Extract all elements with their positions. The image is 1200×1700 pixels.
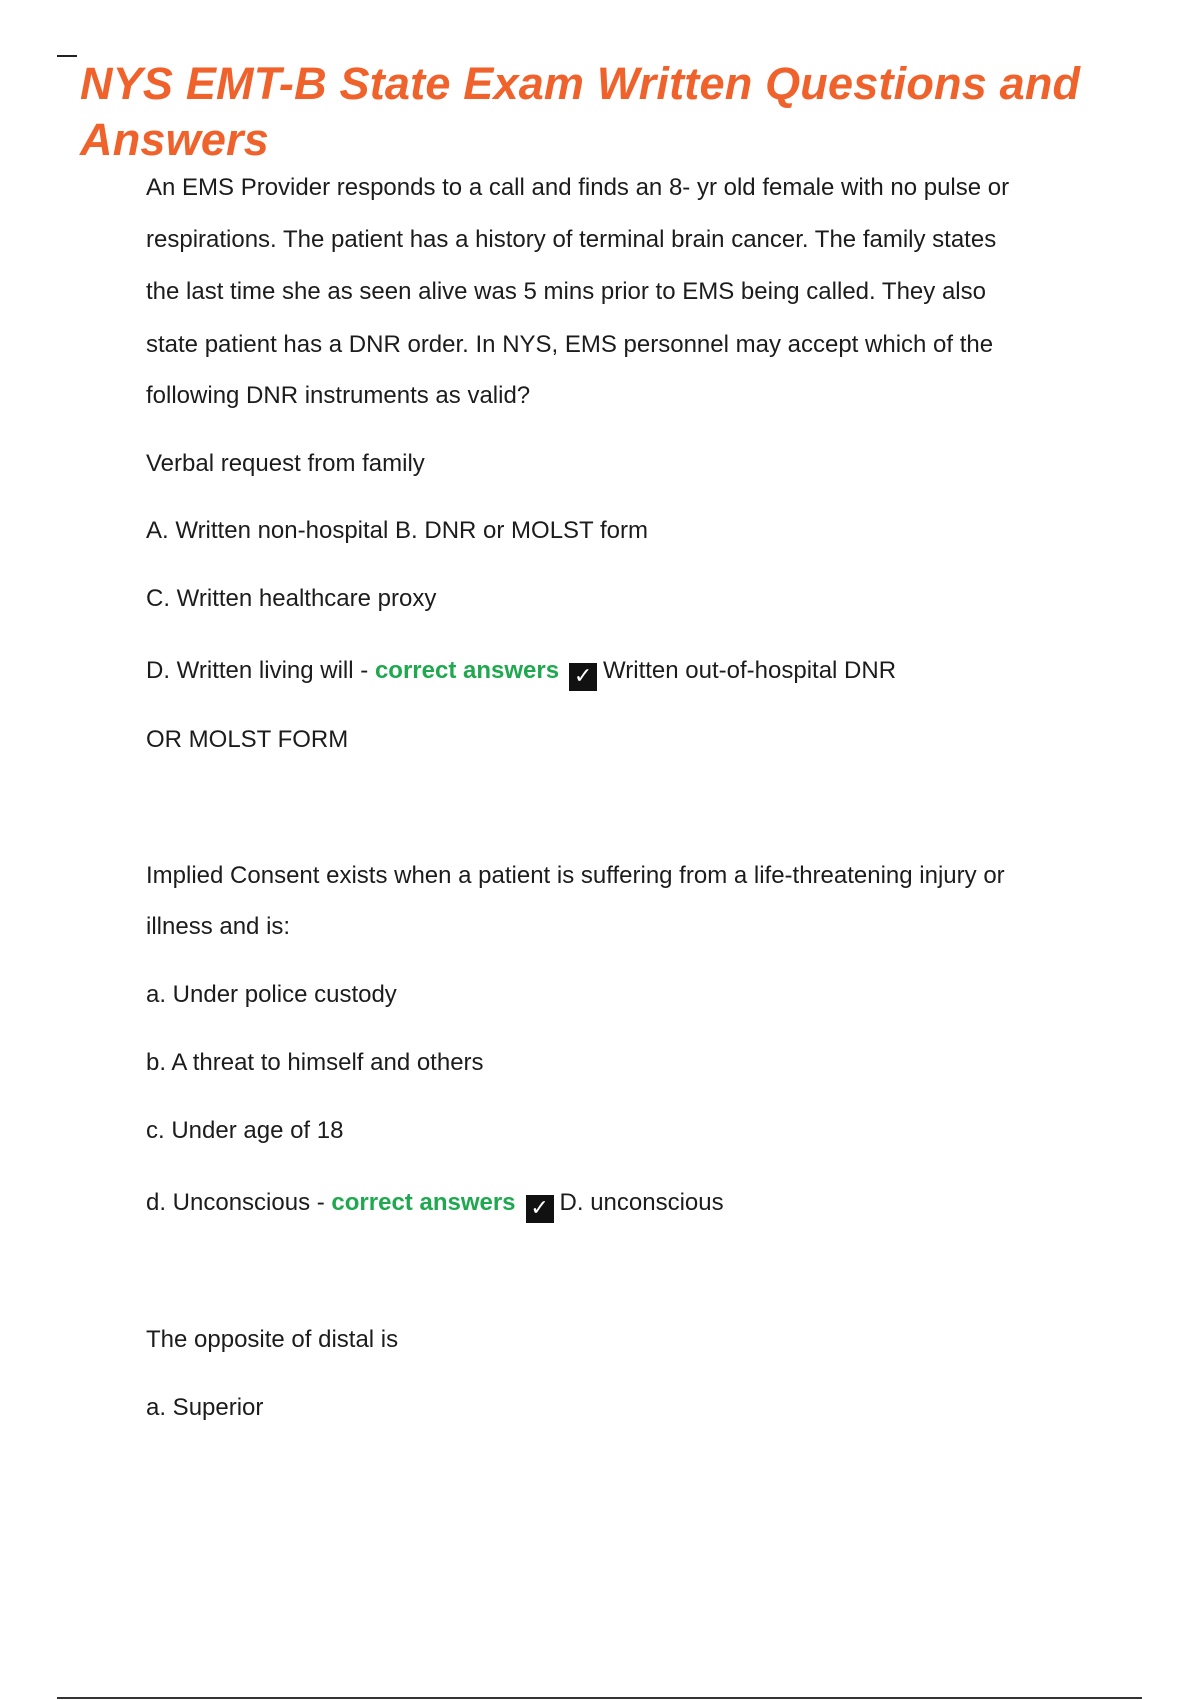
question-1-option: Verbal request from family xyxy=(146,450,425,477)
question-1-option: A. Written non-hospital B. DNR or MOLST form xyxy=(146,517,648,544)
question-2-answer: D. unconscious xyxy=(559,1189,724,1216)
question-2-answer-line xyxy=(146,1188,724,1223)
question-1-answer-line xyxy=(146,656,896,691)
question-1-stem-line: respirations. The patient has a history of terminal brain cancer. The family states xyxy=(146,226,997,253)
question-1-answer: Written out-of-hospital DNR xyxy=(603,657,897,684)
correct-answers-label: correct answers xyxy=(331,1189,516,1216)
checkmark-icon: ✓ xyxy=(526,1195,554,1223)
question-2-option: a. Under police custody xyxy=(146,981,397,1008)
checkmark-icon: ✓ xyxy=(569,663,597,691)
question-2-stem-line: Implied Consent exists when a patient is suffering from a life-threatening injury or xyxy=(146,862,1005,889)
question-3-stem-line: The opposite of distal is xyxy=(146,1326,399,1353)
question-2-option: c. Under age of 18 xyxy=(146,1117,344,1144)
question-1-stem-line: state patient has a DNR order. In NYS, EMS personnel may accept which of the xyxy=(146,331,994,358)
question-1-option-d: D. Written living will - xyxy=(146,657,375,684)
correct-answers-label: correct answers xyxy=(374,657,560,684)
question-1-option: C. Written healthcare proxy xyxy=(146,585,437,612)
question-2-stem-line: illness and is: xyxy=(146,913,291,940)
document-title: NYS EMT-B State Exam Written Questions and Answers xyxy=(80,58,1081,165)
question-1-stem-line: An EMS Provider responds to a call and finds an 8- yr old female with no pulse or xyxy=(146,174,1010,201)
question-3-option: a. Superior xyxy=(146,1394,264,1421)
corner-mark xyxy=(57,55,77,57)
question-2-option-d: d. Unconscious - xyxy=(146,1189,332,1216)
bottom-rule xyxy=(57,1697,1142,1699)
question-1-answer-continuation: OR MOLST FORM xyxy=(146,726,349,753)
question-1-stem-line: the last time she as seen alive was 5 mins prior to EMS being called. They also xyxy=(146,278,986,305)
question-1-stem-line: following DNR instruments as valid? xyxy=(146,382,531,409)
question-2-option: b. A threat to himself and others xyxy=(146,1049,484,1076)
